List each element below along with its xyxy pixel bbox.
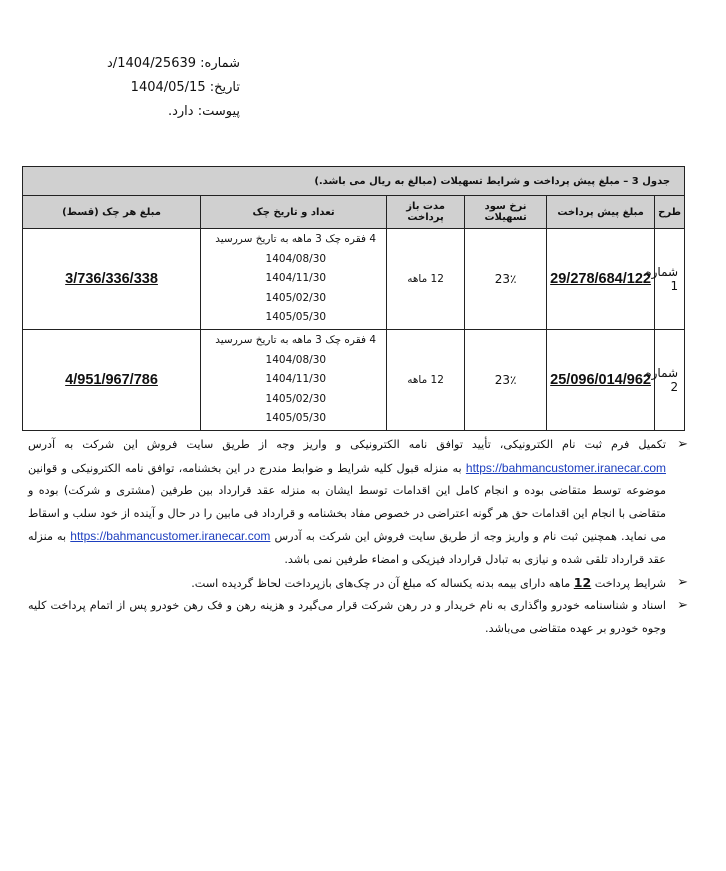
check-arrow-icon: ➢: [677, 574, 688, 590]
installment-cell: [23, 229, 201, 330]
rate-cell: [465, 229, 547, 330]
cheque-date: 1404/11/30: [265, 272, 327, 285]
letter-date: تاریخ: 1404/05/15: [130, 80, 240, 95]
cheque-date: 1405/05/30: [265, 412, 327, 425]
rate-value: 23٪: [494, 373, 517, 387]
cheque-date: 1404/08/30: [265, 252, 327, 265]
check-arrow-icon: ➢: [677, 598, 688, 614]
prepayment-value: 29/278/684/122: [550, 271, 651, 287]
prepayment-cell: [547, 330, 655, 431]
note-text: به منزله قبول کلیه شرایط و ضوابط مندرج در این بخشنامه، توافق نامه الکترونیکی و قوانین موضوعه توسط متقاضی بوده و انجام کامل این اقدامات توسط ایشان به منزله عقد قرارداد بین طرفین (مشتری و شرکت) بوده و متقاضی با انجام این اقدامات حق هر گونه اعتراضی در خصوص مفاد بخشنامه و قرارداد فی مابین را در حال و آینده از خود سلب و اسقاط می نماید. همچنین ثبت نام و واریز وجه از طریق سایت فروش این شرکت به آدرس: [28, 461, 666, 544]
installment-value: 3/736/336/338: [65, 271, 158, 287]
column-header-term: مدت باز پرداخت: [387, 196, 465, 229]
notes-list: [28, 434, 688, 640]
cheque-title: 4 فقره چک 3 ماهه به تاریخ سررسید: [215, 334, 377, 347]
prepayment-table: [22, 166, 685, 431]
term-cell: 12 ماهه: [387, 229, 465, 330]
cheque-date: 1405/02/30: [265, 392, 327, 405]
cheque-date: 1404/11/30: [265, 373, 327, 386]
column-header-rate: نرخ سود تسهیلات: [465, 196, 547, 229]
plan-cell: شماره 1: [655, 229, 685, 330]
cheque-date: 1405/02/30: [265, 291, 327, 304]
website-link[interactable]: https://bahmancustomer.iranecar.com: [465, 460, 666, 475]
website-link[interactable]: https://bahmancustomer.iranecar.com: [70, 529, 271, 544]
note-text: اسناد و شناسنامه خودرو واگذاری به نام خریدار و در رهن شرکت قرار می‌گیرد و هزینه رهن و فک رهن خودرو پس از اتمام پرداخت کلیه وجوه خودرو بر عهده متقاضی می‌باشد.: [28, 599, 666, 635]
note-text: شرایط پرداخت: [594, 576, 666, 590]
note-text: به منزله عقد قرارداد تلقی شده و نیازی به تبادل قرارداد فیزیکی و امضاء طرفین نمی باشد.: [28, 530, 666, 566]
note-item: [28, 572, 688, 596]
table-row: [23, 229, 685, 330]
letter-header: [60, 52, 240, 124]
note-text: ماهه دارای بیمه بدنه یکساله که مبلغ آن در چک‌های بازپرداخت لحاظ گردیده است.: [191, 576, 571, 590]
prepayment-cell: [547, 229, 655, 330]
cheques-cell: [201, 229, 387, 330]
table-row: [23, 330, 685, 431]
letter-number: شماره: 1404/25639/د: [107, 56, 240, 71]
cheques-cell: [201, 330, 387, 431]
installment-value: 4/951/967/786: [65, 372, 158, 388]
note-item: [28, 595, 688, 640]
prepayment-value: 25/096/014/962: [550, 372, 651, 388]
note-item: [28, 434, 688, 572]
rate-cell: [465, 330, 547, 431]
table-title: جدول 3 – مبلغ پیش پرداخت و شرایط تسهیلات (مبالغ به ریال می باشد.): [23, 167, 685, 196]
note-text: تکمیل فرم ثبت نام الکترونیکی، تأیید توافق نامه الکترونیکی و واریز وجه از طریق سایت فروش این شرکت به آدرس: [28, 438, 666, 451]
column-header-installment: مبلغ هر چک (قسط): [23, 196, 201, 229]
rate-value: 23٪: [494, 272, 517, 286]
cheque-title: 4 فقره چک 3 ماهه به تاریخ سررسید: [215, 233, 377, 246]
note-emphasis: 12: [573, 574, 592, 590]
letter-attachment: پیوست: دارد.: [167, 104, 240, 119]
column-header-plan: طرح: [655, 196, 685, 229]
check-arrow-icon: ➢: [677, 437, 688, 452]
plan-cell: شماره 2: [655, 330, 685, 431]
installment-cell: [23, 330, 201, 431]
cheque-date: 1404/08/30: [265, 353, 327, 366]
column-header-cheques: تعداد و تاریخ چک: [201, 196, 387, 229]
cheque-date: 1405/05/30: [265, 311, 327, 324]
table-header-row: [23, 196, 685, 229]
column-header-prepayment: مبلغ پیش پرداخت: [547, 196, 655, 229]
term-cell: 12 ماهه: [387, 330, 465, 431]
